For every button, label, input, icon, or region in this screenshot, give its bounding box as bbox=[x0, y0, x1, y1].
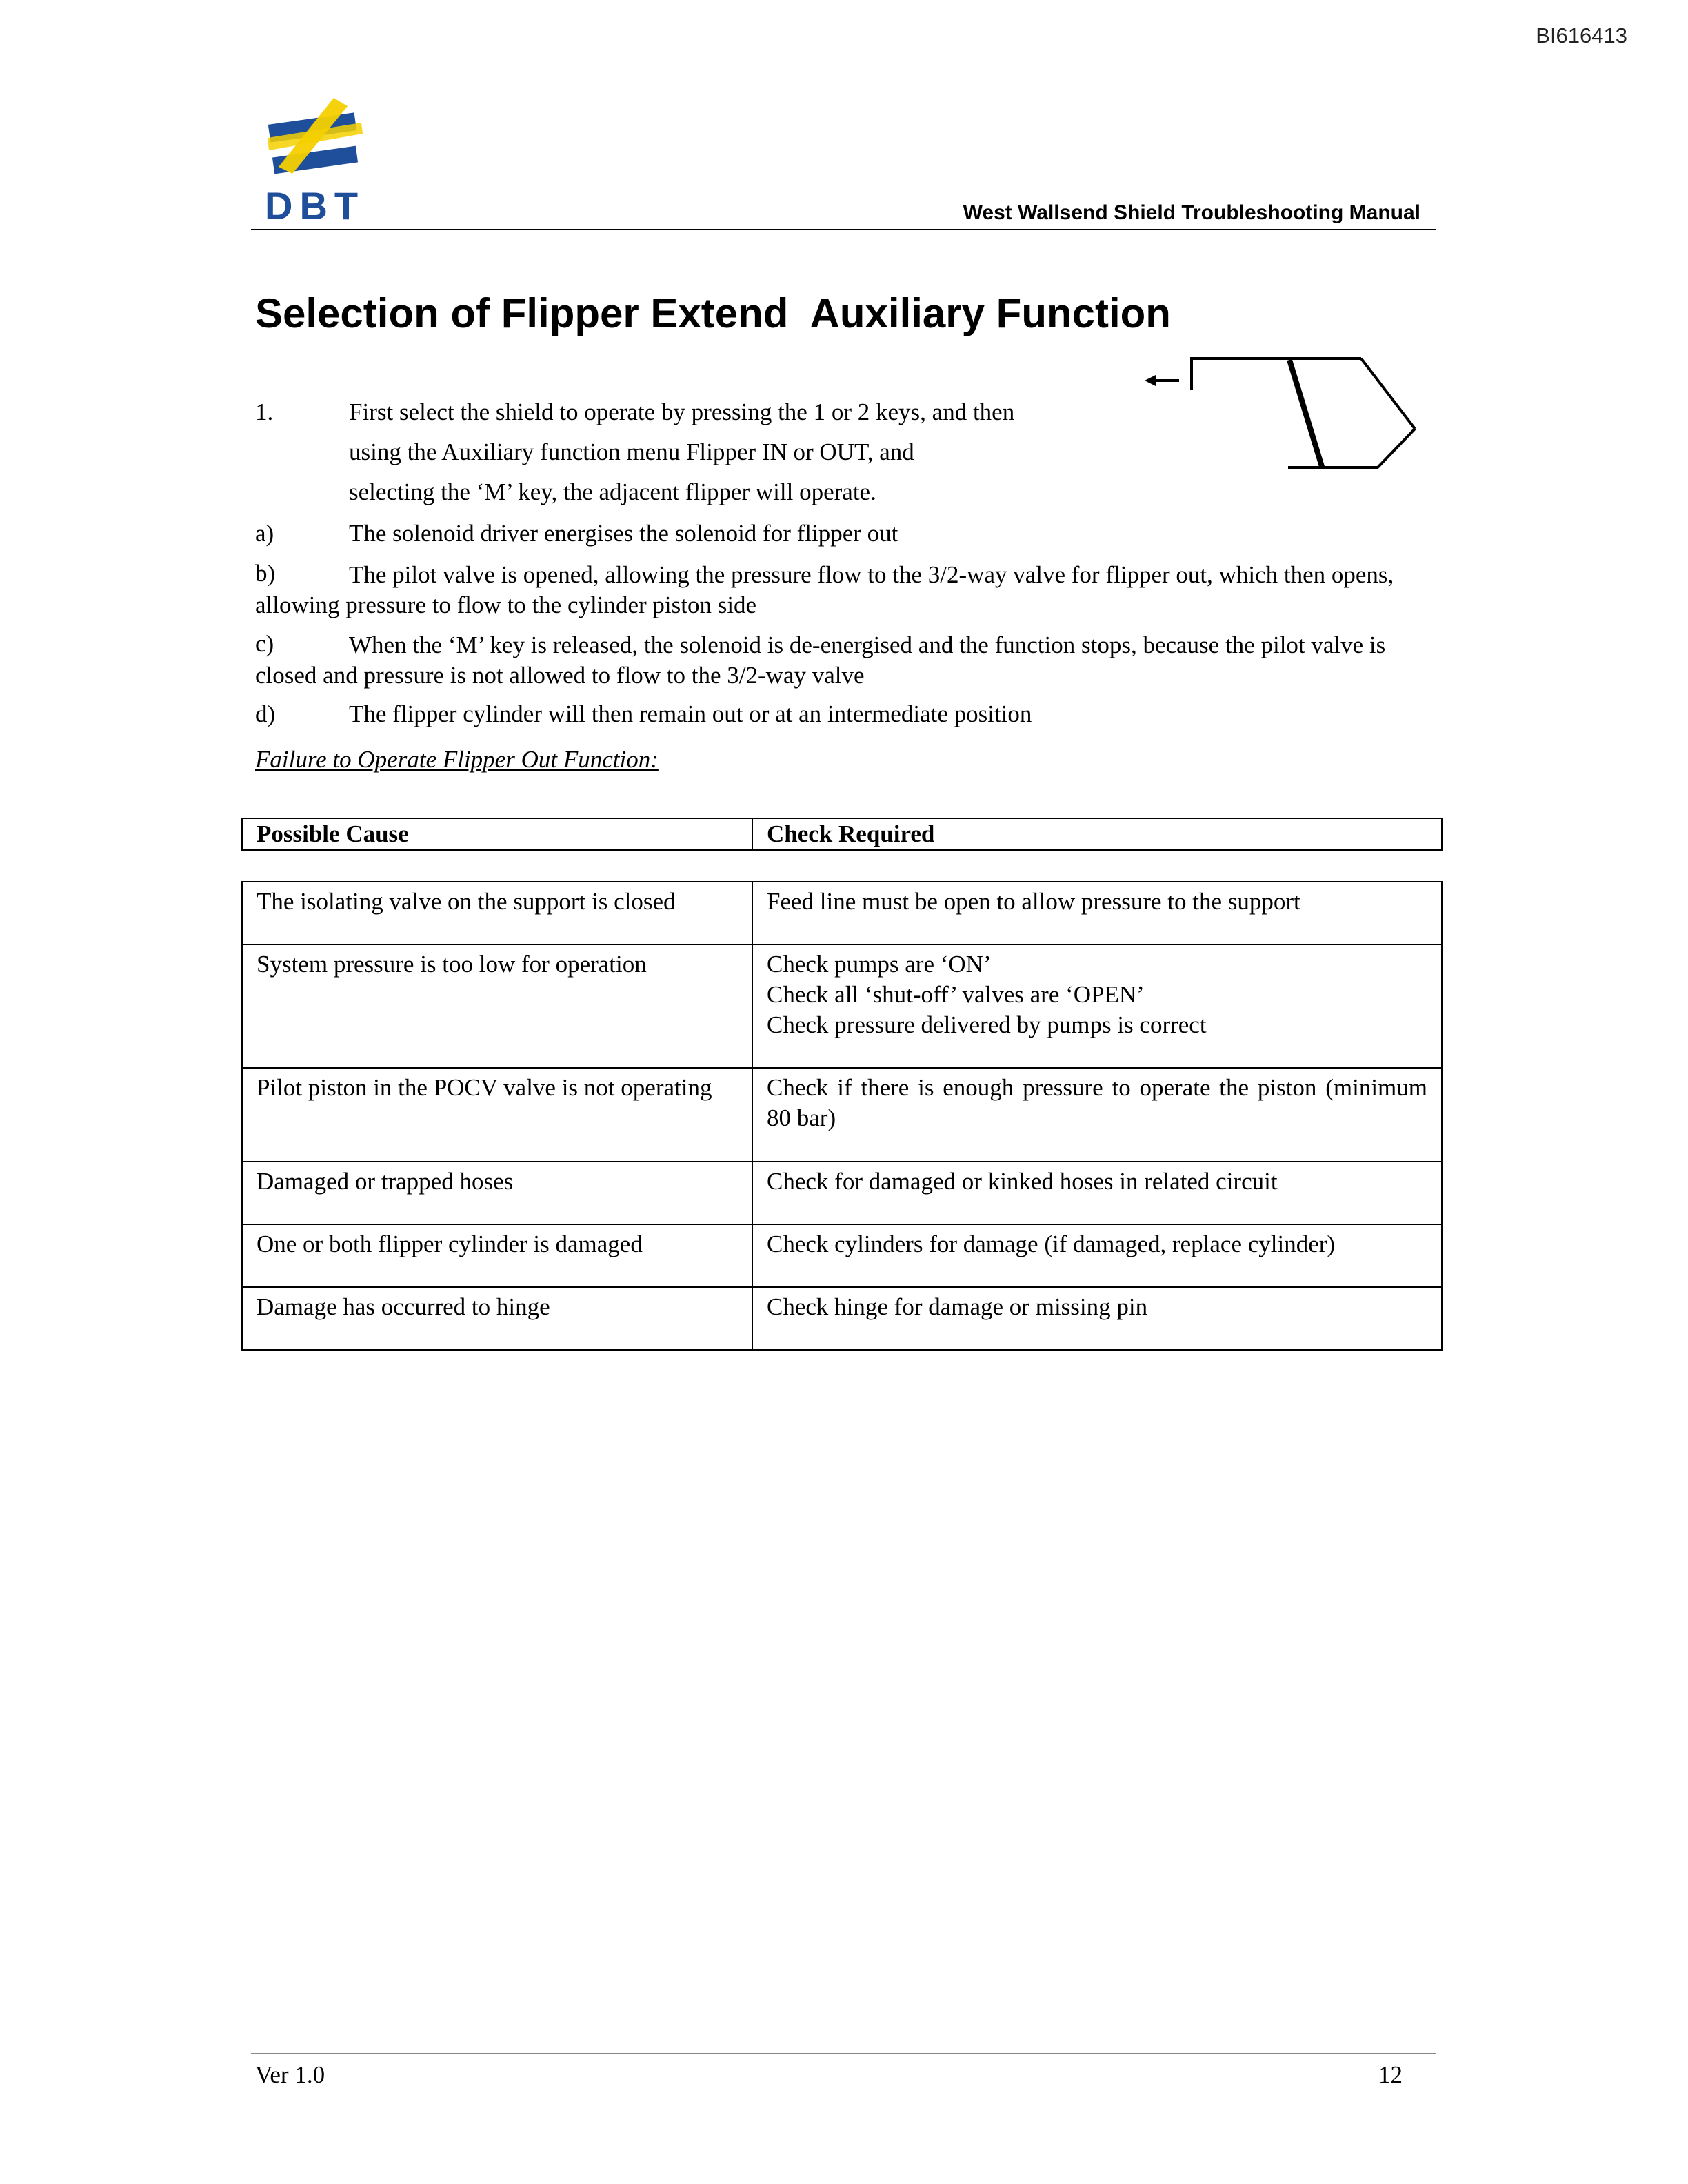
troubleshooting-table-header bbox=[241, 818, 1443, 851]
footer-divider bbox=[251, 2053, 1436, 2054]
logo-text: DBT bbox=[265, 184, 365, 228]
header-divider bbox=[251, 229, 1436, 230]
check-line: Feed line must be open to allow pressure to the support bbox=[767, 888, 1300, 915]
step-c bbox=[255, 630, 1407, 691]
dbt-logo bbox=[265, 92, 368, 230]
step-label: c) bbox=[255, 630, 274, 657]
cause-cell: System pressure is too low for operation bbox=[242, 944, 752, 1068]
document-id: BI616413 bbox=[1536, 23, 1627, 48]
table-row bbox=[242, 1068, 1442, 1162]
step-c-text: When the ‘M’ key is released, the solenoid is de-energised and the function stops, because the pilot valve is closed and pressure is not allowed to flow to the 3/2-way valve bbox=[255, 631, 1386, 689]
check-line: Check all ‘shut-off’ valves are ‘OPEN’ bbox=[767, 981, 1145, 1008]
table-row bbox=[242, 1287, 1442, 1350]
header-check-required: Check Required bbox=[752, 818, 1442, 850]
check-cell bbox=[752, 944, 1442, 1068]
failure-heading: Failure to Operate Flipper Out Function: bbox=[255, 746, 659, 773]
check-line: Check if there is enough pressure to operate the piston (minimum 80 bar) bbox=[767, 1074, 1427, 1131]
page-number: 12 bbox=[1378, 2061, 1403, 2088]
step-1-line-1: First select the shield to operate by pressing the 1 or 2 keys, and then bbox=[349, 398, 1015, 425]
step-label: a) bbox=[255, 520, 274, 547]
check-line: Check cylinders for damage (if damaged, replace cylinder) bbox=[767, 1231, 1336, 1257]
table-row bbox=[242, 1224, 1442, 1287]
troubleshooting-table bbox=[241, 881, 1443, 1351]
cause-cell: The isolating valve on the support is closed bbox=[242, 882, 752, 944]
step-label: 1. bbox=[255, 398, 274, 425]
header-possible-cause: Possible Cause bbox=[242, 818, 752, 850]
step-label: d) bbox=[255, 700, 276, 727]
check-cell bbox=[752, 882, 1442, 944]
cause-cell: Pilot piston in the POCV valve is not operating bbox=[242, 1068, 752, 1162]
step-1-line-2: using the Auxiliary function menu Flipper IN or OUT, and bbox=[349, 438, 914, 465]
check-line: Check pumps are ‘ON’ bbox=[767, 951, 992, 978]
step-b bbox=[255, 560, 1407, 620]
table-row bbox=[242, 1162, 1442, 1224]
cause-cell: One or both flipper cylinder is damaged bbox=[242, 1224, 752, 1287]
table-row bbox=[242, 944, 1442, 1068]
check-line: Check pressure delivered by pumps is correct bbox=[767, 1011, 1207, 1038]
cause-cell: Damage has occurred to hinge bbox=[242, 1287, 752, 1350]
step-1-line-3: selecting the ‘M’ key, the adjacent flipper will operate. bbox=[349, 478, 876, 505]
table-header-row bbox=[242, 818, 1442, 850]
step-b-text: The pilot valve is opened, allowing the pressure flow to the 3/2-way valve for flipper out, which then opens, allowing pressure to flow to the cylinder piston side bbox=[255, 561, 1394, 618]
step-a-text: The solenoid driver energises the solenoid for flipper out bbox=[349, 520, 898, 547]
check-line: Check hinge for damage or missing pin bbox=[767, 1293, 1148, 1320]
check-line: Check for damaged or kinked hoses in related circuit bbox=[767, 1168, 1278, 1195]
page-title: Selection of Flipper Extend Auxiliary Function bbox=[255, 290, 1171, 336]
check-cell bbox=[752, 1224, 1442, 1287]
check-cell bbox=[752, 1068, 1442, 1162]
dbt-logo-mark-icon bbox=[265, 92, 368, 182]
step-d-text: The flipper cylinder will then remain out or at an intermediate position bbox=[349, 700, 1032, 727]
check-cell bbox=[752, 1287, 1442, 1350]
cause-cell: Damaged or trapped hoses bbox=[242, 1162, 752, 1224]
footer-version: Ver 1.0 bbox=[255, 2061, 325, 2088]
running-header: West Wallsend Shield Troubleshooting Manual bbox=[963, 201, 1420, 224]
flipper-diagram-icon bbox=[1145, 352, 1441, 483]
check-cell bbox=[752, 1162, 1442, 1224]
table-row bbox=[242, 882, 1442, 944]
step-label: b) bbox=[255, 560, 276, 587]
